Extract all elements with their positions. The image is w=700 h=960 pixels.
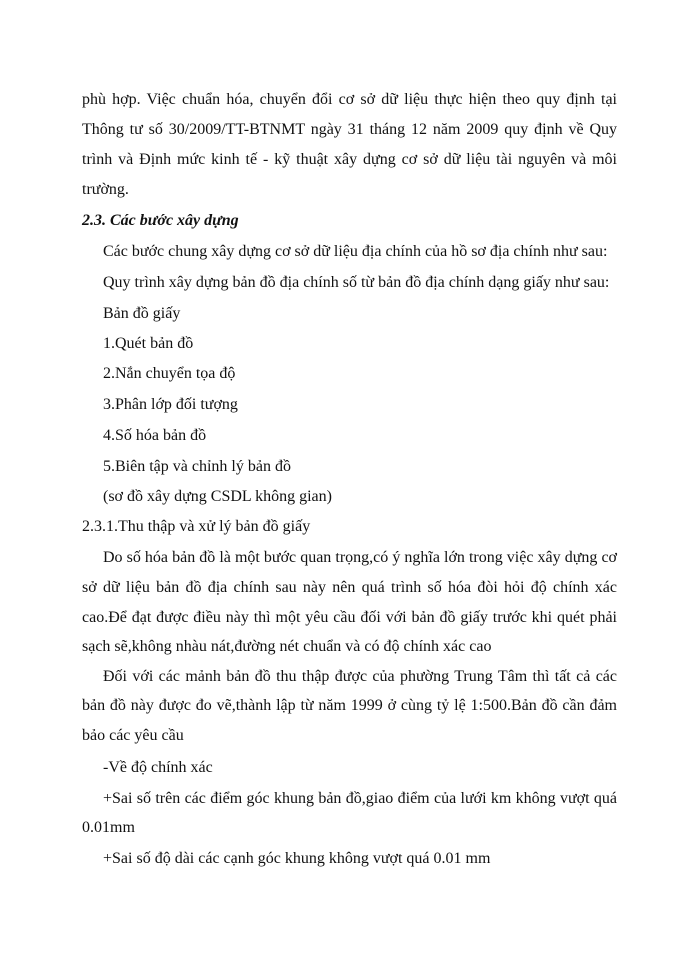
paragraph-1-line-4: sạch sẽ,không nhàu nát,đường nét chuẩn và có độ chính xác cao bbox=[82, 638, 492, 655]
paragraph-1-line-1: Do số hóa bản đồ là một bước quan trọng,có ý nghĩa lớn trong việc xây dựng cơ bbox=[103, 549, 617, 566]
paragraph-2-line-2: bản đồ này được đo vẽ,thành lập từ năm 1999 ở cùng tỷ lệ 1:500.Bản đồ cần đảm bbox=[82, 697, 617, 714]
step-2: 2.Nắn chuyển tọa độ bbox=[103, 365, 236, 382]
accuracy-heading: -Về độ chính xác bbox=[103, 759, 213, 776]
intro-line-2: Quy trình xây dựng bản đồ địa chính số từ bản đồ địa chính dạng giấy như sau: bbox=[103, 274, 610, 291]
continuation-paragraph-line-3: trình và Định mức kinh tế - kỹ thuật xây dựng cơ sở dữ liệu tài nguyên và môi bbox=[82, 151, 617, 168]
step-4: 4.Số hóa bản đồ bbox=[103, 427, 207, 444]
paper-map-label: Bản đồ giấy bbox=[103, 305, 181, 322]
step-3: 3.Phân lớp đối tượng bbox=[103, 396, 238, 413]
paragraph-1-line-3: cao.Để đạt được điều này thì một yêu cầu đối với bản đồ giấy trước khi quét phải bbox=[82, 609, 617, 626]
continuation-paragraph-line-1: phù hợp. Việc chuẩn hóa, chuyển đổi cơ sở dữ liệu thực hiện theo quy định tại bbox=[82, 91, 617, 108]
paragraph-2-line-3: bảo các yêu cầu bbox=[82, 727, 184, 744]
continuation-paragraph-line-4: trường. bbox=[82, 181, 129, 198]
requirement-2: +Sai số độ dài các cạnh góc khung không vượt quá 0.01 mm bbox=[103, 850, 491, 867]
paragraph-1-line-2: sở dữ liệu bản đồ địa chính sau này nên quá trình số hóa đòi hỏi độ chính xác bbox=[82, 579, 617, 596]
step-1: 1.Quét bản đồ bbox=[103, 335, 194, 352]
section-heading: 2.3. Các bước xây dựng bbox=[82, 212, 239, 229]
requirement-1-line-1: +Sai số trên các điểm góc khung bản đồ,giao điểm của lưới km không vượt quá bbox=[103, 790, 617, 807]
continuation-paragraph-line-2: Thông tư số 30/2009/TT-BTNMT ngày 31 tháng 12 năm 2009 quy định về Quy bbox=[82, 121, 617, 138]
intro-line-1: Các bước chung xây dựng cơ sở dữ liệu địa chính của hồ sơ địa chính như sau: bbox=[103, 243, 608, 260]
requirement-1-line-2: 0.01mm bbox=[82, 819, 135, 836]
diagram-caption: (sơ đồ xây dựng CSDL không gian) bbox=[103, 488, 332, 505]
step-5: 5.Biên tập và chỉnh lý bản đồ bbox=[103, 458, 291, 475]
paragraph-2-line-1: Đối với các mảnh bản đồ thu thập được của phường Trung Tâm thì tất cả các bbox=[103, 668, 617, 685]
subsection-heading: 2.3.1.Thu thập và xử lý bản đồ giấy bbox=[82, 518, 311, 535]
